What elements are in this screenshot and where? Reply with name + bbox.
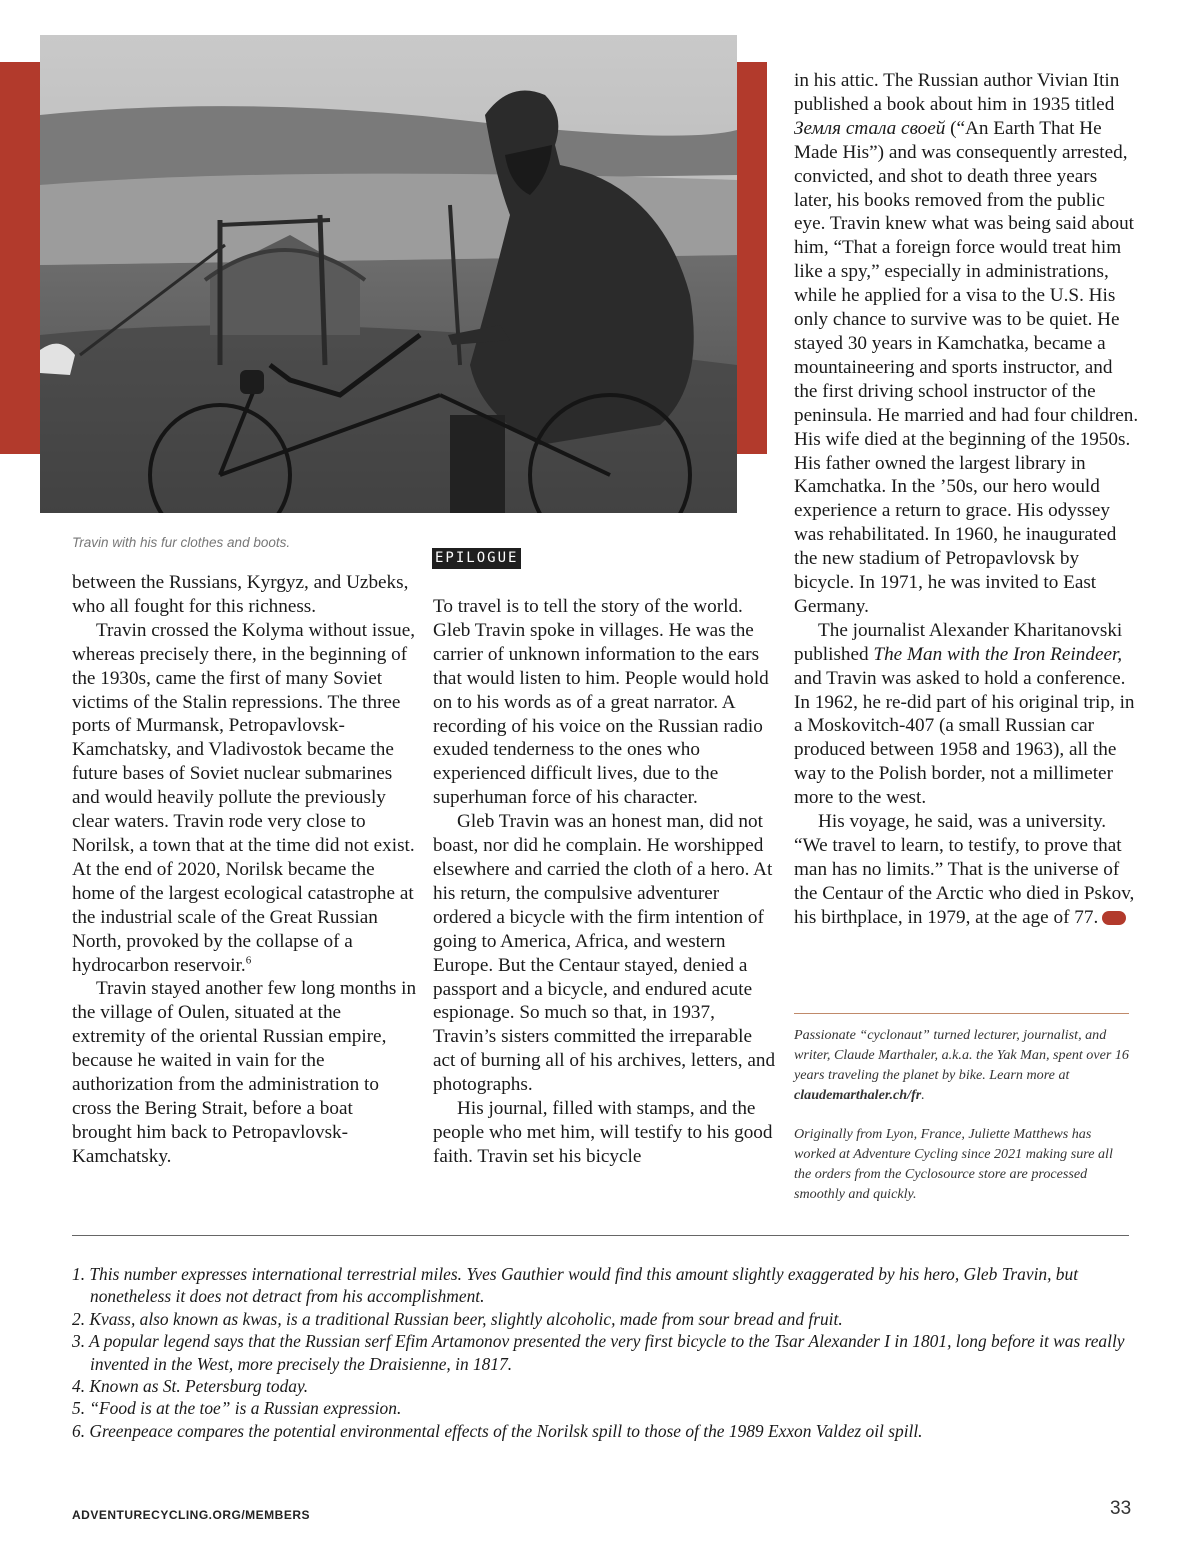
footnote-ref: 6 <box>245 954 252 967</box>
footnote-item: 4. Known as St. Petersburg today. <box>72 1376 309 1397</box>
article-column-2 <box>433 595 778 1169</box>
footnote-item: 1. This number expresses international terrestrial miles. Yves Gauthier would find this amount slightly exaggerated by his hero, Gleb Travin, but nonetheless it does not detract from his accomplishment. <box>72 1264 1079 1307</box>
paragraph <box>794 69 1139 619</box>
epilogue-label: EPILOGUE <box>432 548 521 569</box>
paragraph <box>794 810 1139 930</box>
paragraph <box>72 619 417 978</box>
paragraph-text: The journalist Alexander Kharitanovski published <box>794 619 1123 665</box>
paragraph-text: His voyage, he said, was a university. “We travel to learn, to testify, to prove that man has no limits.” That is the universe of the Centaur of the Arctic who died in Pskov, his birthplace, in 1979, at the age of 77. <box>794 811 1135 928</box>
book-title: Земля стала своей <box>794 117 946 139</box>
bio-text: Passionate “cyclonaut” turned lecturer, journalist, and writer, Claude Marthaler, a.k.a. the Yak Man, spent over 16 years traveling the planet by bike. Learn more at <box>794 1027 1129 1083</box>
travin-bicycle-photo <box>40 35 737 513</box>
footer-url[interactable]: ADVENTURECYCLING.ORG/MEMBERS <box>72 1508 311 1522</box>
footnote-divider <box>72 1235 1129 1236</box>
footnote-item: 5. “Food is at the toe” is a Russian expression. <box>72 1398 402 1419</box>
footnote-item: 3. A popular legend says that the Russian serf Efim Artamonov presented the very first bicycle to the Tsar Alexander I in 1801, long before it was really invented in the West, more precisely the Draisienne, in 1817. <box>72 1331 1125 1374</box>
author-website-link[interactable]: claudemarthaler.ch/fr <box>794 1087 922 1103</box>
bio-text: . <box>921 1087 925 1103</box>
page-number: 33 <box>1110 1498 1132 1519</box>
bio-text: Originally from Lyon, France, Juliette Matthews has worked at Adventure Cycling since 2021 making sure all the orders from the Cyclosource store are processed smoothly and quickly. <box>794 1126 1113 1202</box>
paragraph: between the Russians, Kyrgyz, and Uzbeks, who all fought for this richness. <box>72 572 409 617</box>
paragraph-text: Travin crossed the Kolyma without issue, whereas precisely there, in the beginning of the 1930s, came the first of many Soviet victims of the Stalin repressions. The three ports of Murmansk, Petropavlovsk-Kamchatsky, and Vladivostok became the future bases of Soviet nuclear submarines and would heavily pollute the previously clear waters. Travin rode very close to Norilsk, a town that at the time did not exist. At the end of 2020, Norilsk became the home of the largest ecological catastrophe at the industrial scale of the Great Russian North, provoked by the collapse of a hydrocarbon reservoir. <box>72 619 416 976</box>
paragraph: Travin stayed another few long months in the village of Oulen, situated at the extremity of the oriental Russian empire, because he waited in vain for the authorization from the administration to cross the Bering Strait, before a boat brought him back to Petropavlovsk-Kamchatsky. <box>72 978 417 1167</box>
paragraph: His journal, filled with stamps, and the people who met him, will testify to his good faith. Travin set his bicycle <box>433 1098 773 1167</box>
book-title: The Man with the Iron Reindeer, <box>873 643 1123 665</box>
paragraph <box>794 619 1139 810</box>
bio-divider <box>794 1013 1129 1014</box>
translator-bio <box>794 1124 1129 1204</box>
paragraph-text: and Travin was asked to hold a conference. In 1962, he re-did part of his original trip, in a Moskovitch-407 (a small Russian car produced between 1958 and 1963), all the way to the Polish border, not a millimeter more to the west. <box>794 667 1135 809</box>
footnote-item: 2. Kvass, also known as kwas, is a traditional Russian beer, slightly alcoholic, made from sour bread and fruit. <box>72 1308 843 1329</box>
paragraph-text: in his attic. The Russian author Vivian Itin published a book about him in 1935 titled <box>794 70 1120 115</box>
red-accent-band-left <box>0 62 40 454</box>
photo-caption: Travin with his fur clothes and boots. <box>72 535 291 550</box>
paragraph: To travel is to tell the story of the world. Gleb Travin spoke in villages. He was the carrier of unknown information to the ears that would listen to him. People would hold on to his words as of a great narrator. A recording of his voice on the Russian radio exuded tenderness to the ones who experienced difficult lives, due to the superhuman force of his character. <box>433 596 769 809</box>
author-bio <box>794 1025 1129 1105</box>
end-mark-icon: AC <box>1102 911 1126 925</box>
paragraph-text: (“An Earth That He Made His”) and was consequently arrested, convicted, and shot to death three years later, his books removed from the public eye. Travin knew what was being said about him, “That a foreign force would treat him like a spy,” especially in administrations, while he applied for a visa to the U.S. His only chance to survive was to be quiet. He stayed 30 years in Kamchatka, became a mountaineering and sports instructor, and the first driving school instructor of the peninsula. He married and had four children. His wife died at the beginning of the 1950s. His father owned the largest library in Kamchatka. In the ’50s, our hero would experience a return to grace. His odyssey was rehabilitated. In 1960, he inaugurated the new stadium of Petropavlovsk by bicycle. In 1971, he was invited to East Germany. <box>794 117 1139 617</box>
red-accent-band-right <box>735 62 767 454</box>
footnotes <box>72 1263 1132 1442</box>
article-column-1 <box>72 571 417 1169</box>
footnote-item: 6. Greenpeace compares the potential environmental effects of the Norilsk spill to those of the 1989 Exxon Valdez oil spill. <box>72 1420 923 1441</box>
paragraph: Gleb Travin was an honest man, did not boast, nor did he complain. He worshipped elsewhere and carried the cloth of a hero. At his return, the compulsive adventurer ordered a bicycle with the firm intention of going to America, Africa, and western Europe. But the Centaur stayed, denied a passport and a bicycle, and endured acute espionage. So much so that, in 1937, Travin’s sisters committed the irreparable act of burning all of his archives, letters, and photographs. <box>433 811 776 1096</box>
photo-illustration <box>40 35 737 513</box>
article-column-3 <box>794 69 1139 930</box>
